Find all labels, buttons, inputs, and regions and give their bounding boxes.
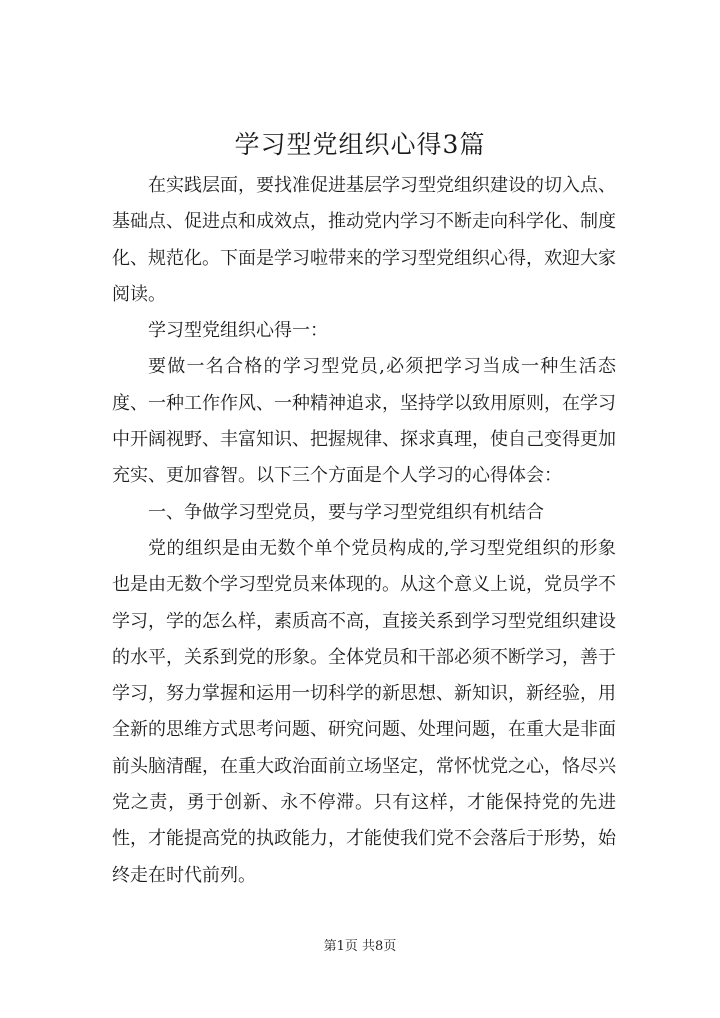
body-paragraph: 党的组织是由无数个单个党员构成的,学习型党组织的形象也是由无数个学习型党员来体现的。从这个意义上说，党员学不学习，学的怎么样，素质高不高，直接关系到学习型党组织建设的水平，关系到党的形象。全体党员和干部必须不断学习，善于学习，努力掌握和运用一切科学的新思想、新知识，新经验，用全新的思维方式思考问题、研究问题、处理问题，在重大是非面前头脑清醒，在重大政治面前立场坚定，常怀忧党之心，恪尽兴党之责，勇于创新、永不停滞。只有这样，才能保持党的先进性，才能提高党的执政能力，才能使我们党不会落后于形势，始终走在时代前列。	[112, 537, 616, 886]
intro-paragraph: 在实践层面，要找准促进基层学习型党组织建设的切入点、基础点、促进点和成效点，推动党内学习不断走向科学化、制度化、规范化。下面是学习啦带来的学习型党组织心得，欢迎大家阅读。	[112, 175, 616, 305]
page-footer: 第1页 共8页	[323, 939, 397, 954]
document-title: 学习型党组织心得3篇	[234, 130, 486, 159]
body-paragraph: 要做一名合格的学习型党员,必须把学习当成一种生活态度、一种工作作风、一种精神追求，坚持学以致用原则，在学习中开阔视野、丰富知识、把握规律、探求真理，使自己变得更加充实、更加睿智。以下三个方面是个人学习的心得体会：	[112, 356, 616, 487]
document-body	[112, 168, 616, 894]
section-heading-one: 学习型党组织心得一：	[148, 320, 328, 342]
subsection-heading: 一、争做学习型党员，要与学习型党组织有机结合	[148, 501, 544, 523]
